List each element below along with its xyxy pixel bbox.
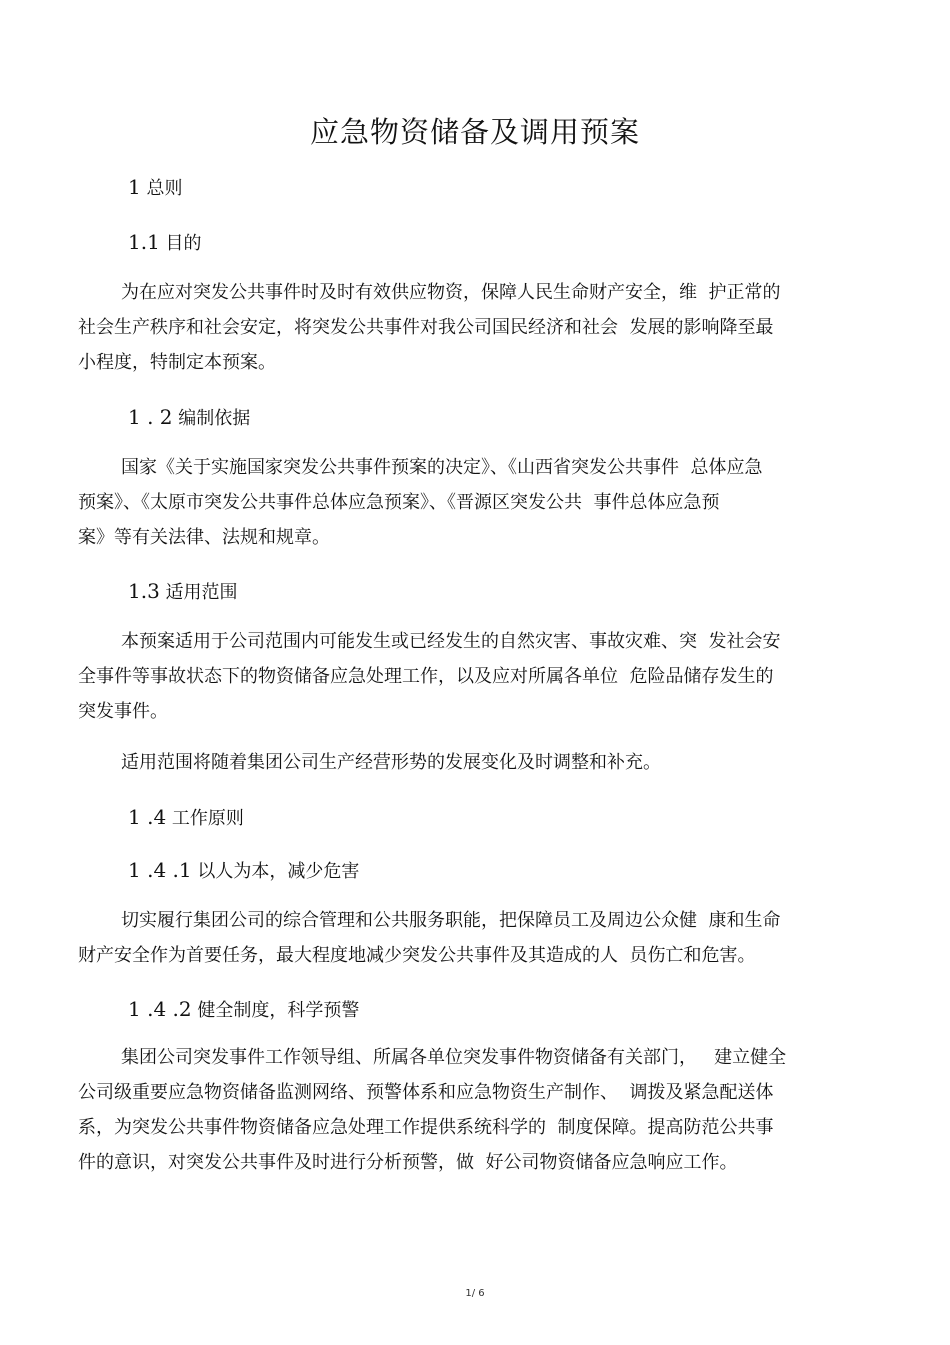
section-number: 1 .4 — [128, 805, 167, 829]
paragraph-line: 预案》、《太原市突发公共事件总体应急预案》、《晋源区突发公共 事件总体应急预 — [78, 492, 720, 513]
document-title: 应急物资储备及调用预案 — [309, 115, 640, 149]
section-heading-1-3 — [128, 577, 238, 607]
paragraph-line: 突发事件。 — [78, 701, 168, 722]
paragraph-line: 财产安全作为首要任务，最大程度地减少突发公共事件及其造成的人 员伤亡和危害。 — [78, 945, 756, 966]
section-number: 1.3 — [128, 579, 160, 603]
section-number: 1 — [128, 175, 141, 199]
section-text: 健全制度，科学预警 — [197, 1000, 360, 1021]
section-heading-1-2 — [128, 403, 250, 433]
section-text: 工作原则 — [171, 808, 244, 829]
paragraph-purpose — [78, 275, 848, 380]
section-text: 目的 — [165, 233, 202, 254]
section-text: 以人为本，减少危害 — [197, 861, 360, 882]
paragraph-line: 案》等有关法律、法规和规章。 — [78, 527, 330, 548]
paragraph-line: 国家《关于实施国家突发公共事件预案的决定》、《山西省突发公共事件 总体应急 — [121, 457, 763, 478]
section-heading-1-4 — [128, 803, 244, 833]
paragraph-basis — [78, 450, 848, 555]
paragraph-line: 为在应对突发公共事件时及时有效供应物资，保障人民生命财产安全，维 护正常的 — [121, 282, 781, 303]
paragraph-line: 本预案适用于公司范围内可能发生或已经发生的自然灾害、事故灾难、突 发社会安 — [121, 631, 781, 652]
paragraph-scope-adjust — [78, 745, 848, 780]
section-number: 1 .4 .1 — [128, 858, 192, 882]
paragraph-line: 小程度，特制定本预案。 — [78, 352, 276, 373]
paragraph-line: 公司级重要应急物资储备监测网络、预警体系和应急物资生产制作、 调拨及紧急配送体 — [78, 1082, 774, 1103]
section-heading-1-4-2 — [128, 995, 359, 1025]
section-heading-1 — [128, 173, 182, 203]
page-number: 1/ 6 — [465, 1288, 485, 1299]
paragraph-line: 切实履行集团公司的综合管理和公共服务职能，把保障员工及周边公众健 康和生命 — [121, 910, 781, 931]
section-text: 总则 — [146, 178, 183, 199]
paragraph-line: 系，为突发公共事件物资储备应急处理工作提供系统科学的 制度保障。提高防范公共事 — [78, 1117, 774, 1138]
paragraph-line: 适用范围将随着集团公司生产经营形势的发展变化及时调整和补充。 — [121, 752, 661, 773]
paragraph-people-first — [78, 903, 848, 973]
paragraph-line: 全事件等事故状态下的物资储备应急处理工作，以及应对所属各单位 危险品储存发生的 — [78, 666, 774, 687]
paragraph-line: 集团公司突发事件工作领导组、所属各单位突发事件物资储备有关部门， 建立健全 — [121, 1047, 787, 1068]
section-number: 1 . 2 — [128, 405, 173, 429]
section-text: 适用范围 — [165, 582, 238, 603]
section-number: 1 .4 .2 — [128, 997, 192, 1021]
section-text: 编制依据 — [178, 408, 251, 429]
paragraph-line: 件的意识，对突发公共事件及时进行分析预警，做 好公司物资储备应急响应工作。 — [78, 1152, 738, 1173]
paragraph-warning-system — [78, 1040, 848, 1180]
section-number: 1.1 — [128, 230, 160, 254]
paragraph-line: 社会生产秩序和社会安定，将突发公共事件对我公司国民经济和社会 发展的影响降至最 — [78, 317, 774, 338]
paragraph-scope — [78, 624, 848, 729]
section-heading-1-4-1 — [128, 856, 359, 886]
section-heading-1-1 — [128, 228, 202, 258]
